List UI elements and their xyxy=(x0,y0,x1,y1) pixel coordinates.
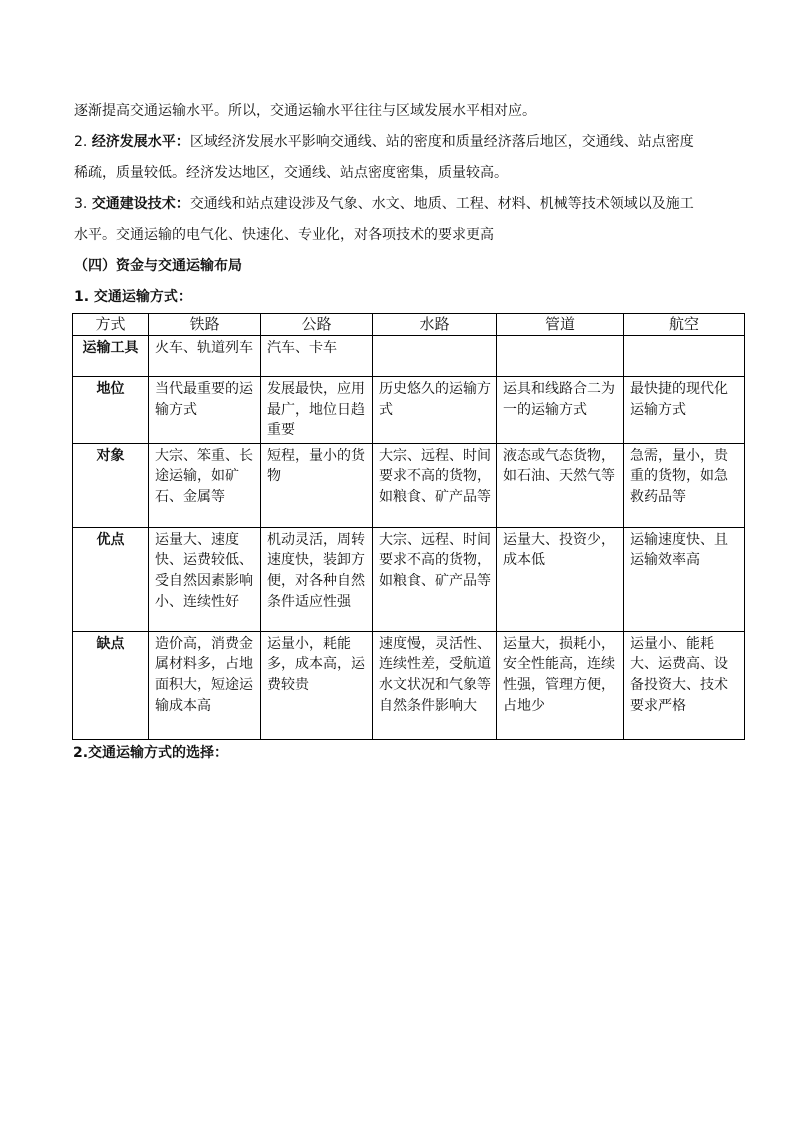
subsection-heading-2: 2.交通运输方式的选择： xyxy=(73,745,229,761)
table-cell: 运量小，耗能多，成本高，运费较贵 xyxy=(261,631,373,739)
table-cell: 运输速度快、且运输效率高 xyxy=(624,527,745,631)
transport-comparison-table xyxy=(72,313,745,740)
row-label: 优点 xyxy=(73,527,149,631)
header-cell: 管道 xyxy=(497,314,624,336)
table-cell: 急需，量小，贵重的货物，如急救药品等 xyxy=(624,443,745,527)
paragraph-item-2 xyxy=(74,132,694,152)
header-cell: 公路 xyxy=(261,314,373,336)
paragraph-item-2-cont: 稀疏，质量较低。经济发达地区，交通线、站点密度密集，质量较高。 xyxy=(74,165,508,181)
item-text: 交通线和站点建设涉及气象、水文、地质、工程、材料、机械等技术领域以及施工 xyxy=(189,196,694,212)
subsection-heading-1: 1. 交通运输方式： xyxy=(74,289,192,305)
table-row xyxy=(73,377,745,444)
table-cell xyxy=(497,336,624,377)
table-row xyxy=(73,631,745,739)
paragraph-item-3-cont: 水平。交通运输的电气化、快速化、专业化，对各项技术的要求更高 xyxy=(74,227,494,243)
item-number: 3. xyxy=(74,196,88,212)
table-cell: 大宗、远程、时间要求不高的货物，如粮食、矿产品等 xyxy=(373,527,497,631)
table-cell: 汽车、卡车 xyxy=(261,336,373,377)
row-label: 运输工具 xyxy=(73,336,149,377)
table-cell: 大宗、笨重、长途运输，如矿石、金属等 xyxy=(149,443,261,527)
table-cell: 运量大、速度快、运费较低、受自然因素影响小、连续性好 xyxy=(149,527,261,631)
table-row xyxy=(73,336,745,377)
table-cell: 大宗、远程、时间要求不高的货物，如粮食、矿产品等 xyxy=(373,443,497,527)
header-cell: 水路 xyxy=(373,314,497,336)
table-cell: 最快捷的现代化运输方式 xyxy=(624,377,745,444)
table-cell: 运具和线路合二为一的运输方式 xyxy=(497,377,624,444)
table-cell: 发展最快，应用最广，地位日趋重要 xyxy=(261,377,373,444)
item-text: 区域经济发展水平影响交通线、站的密度和质量经济落后地区，交通线、站点密度 xyxy=(189,134,694,150)
table-cell: 运量大，损耗小，安全性能高，连续性强，管理方便，占地少 xyxy=(497,631,624,739)
table-cell: 运量小、能耗大、运费高、设备投资大、技术要求严格 xyxy=(624,631,745,739)
item-number: 2. xyxy=(74,134,88,150)
table-cell: 历史悠久的运输方式 xyxy=(373,377,497,444)
header-cell: 方式 xyxy=(73,314,149,336)
table-header-row xyxy=(73,314,745,336)
table-cell: 运量大、投资少，成本低 xyxy=(497,527,624,631)
table-cell: 火车、轨道列车 xyxy=(149,336,261,377)
paragraph-line: 逐渐提高交通运输水平。所以，交通运输水平往往与区域发展水平相对应。 xyxy=(74,103,536,119)
row-label: 对象 xyxy=(73,443,149,527)
paragraph-item-3 xyxy=(74,194,694,214)
table-row xyxy=(73,443,745,527)
table-row xyxy=(73,527,745,631)
section-heading: （四）资金与交通运输布局 xyxy=(74,258,242,274)
header-cell: 铁路 xyxy=(149,314,261,336)
item-bold-lead: 经济发展水平： xyxy=(91,134,190,150)
table-cell xyxy=(624,336,745,377)
table-cell: 当代最重要的运输方式 xyxy=(149,377,261,444)
table-cell: 液态或气态货物，如石油、天然气等 xyxy=(497,443,624,527)
table-cell: 速度慢，灵活性、连续性差，受航道水文状况和气象等自然条件影响大 xyxy=(373,631,497,739)
row-label: 缺点 xyxy=(73,631,149,739)
header-cell: 航空 xyxy=(624,314,745,336)
table-cell: 机动灵活，周转速度快，装卸方便，对各种自然条件适应性强 xyxy=(261,527,373,631)
table-cell xyxy=(373,336,497,377)
item-bold-lead: 交通建设技术： xyxy=(91,196,190,212)
row-label: 地位 xyxy=(73,377,149,444)
table-cell: 短程，量小的货物 xyxy=(261,443,373,527)
table-cell: 造价高，消费金属材料多，占地面积大，短途运输成本高 xyxy=(149,631,261,739)
